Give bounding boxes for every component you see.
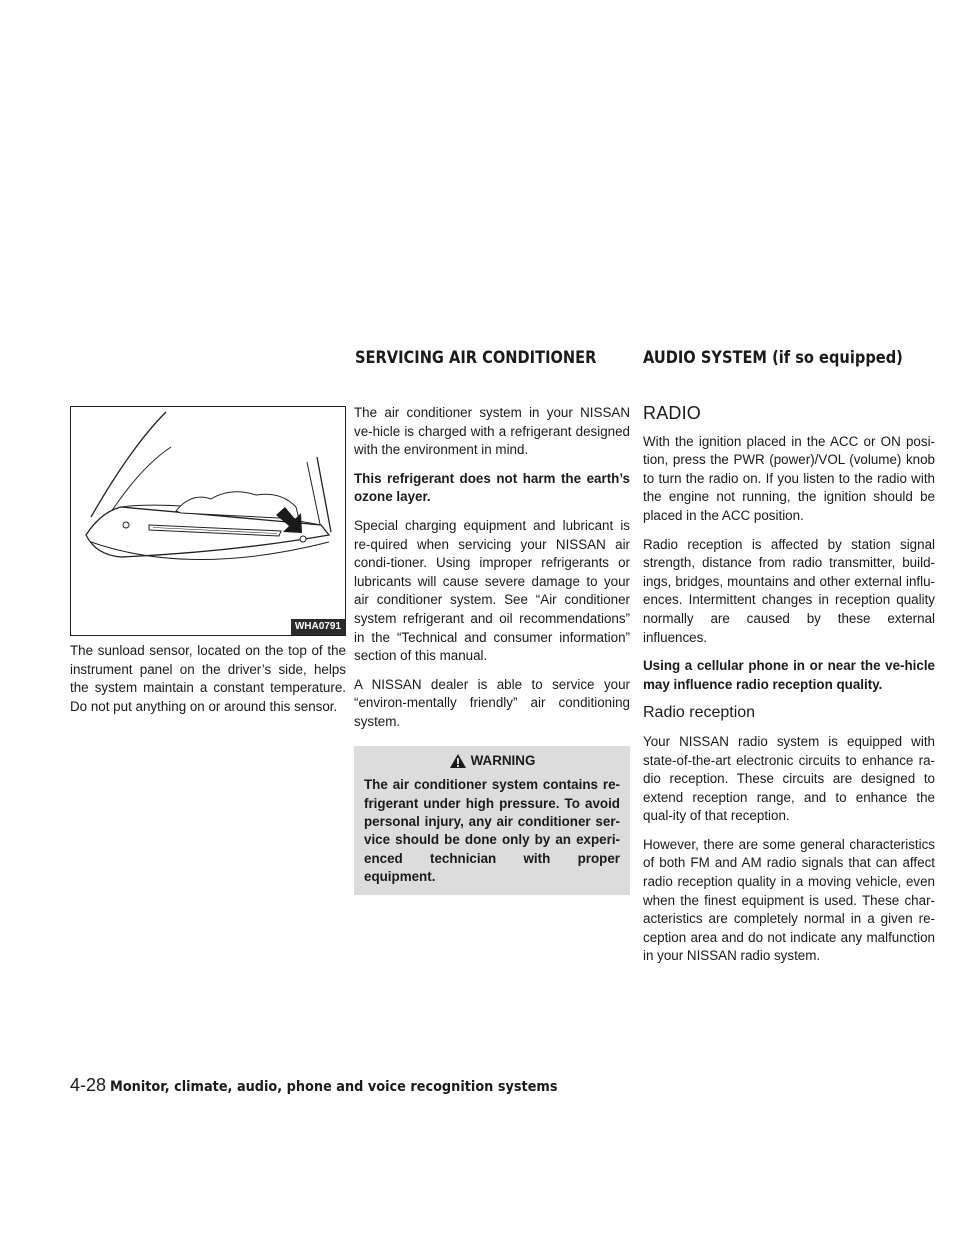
warning-text: The air conditioner system contains re-frigerant under high pressure. To avoid personal injury, any air conditioner ser-vice should be done only by an experi-enced technician with proper equipment.	[364, 777, 620, 885]
ozone-text: This refrigerant does not harm the earth’s ozone layer.	[354, 470, 630, 505]
cellular-phone-text: Using a cellular phone in or near the ve-hicle may influence radio reception quality.	[643, 658, 935, 692]
figure-code: WHA0791	[291, 619, 345, 635]
radio-reception-subheading: Radio reception	[643, 704, 756, 722]
section-header-audio: AUDIO SYSTEM (if so equipped)	[643, 348, 903, 368]
section-header-servicing: SERVICING AIR CONDITIONER	[355, 348, 597, 368]
warning-label: WARNING	[470, 752, 536, 768]
sunload-sensor-text: The sunload sensor, located on the top of the instrument panel on the driver’s side, helps the system maintain a constant temperature. Do not put anything on or around this sensor.	[70, 643, 346, 714]
warning-icon	[449, 753, 467, 769]
column-1	[70, 406, 346, 726]
reception-affected-text: Radio reception is affected by station signal strength, distance from radio transmitter, build-ings, bridges, mountains and other external influ-ences. Intermittent changes in reception quality normally are caused by these external influences.	[643, 536, 935, 645]
fm-am-characteristics-text: However, there are some general characteristics of both FM and AM radio signals that can affect radio reception quality in a moving vehicle, even when the finest equipment is used. These char-acteristics are completely normal in a given re-ception area and do not indicate any malfunction in your NISSAN radio system.	[643, 836, 935, 964]
warning-box	[354, 746, 630, 895]
warning-title	[364, 752, 620, 771]
radio-system-text: Your NISSAN radio system is equipped with state-of-the-art electronic circuits to enhance ra-dio reception. These circuits are designed to extend reception range, and to enhance the qual-ity of that reception.	[643, 733, 935, 824]
radio-heading: RADIO	[643, 403, 702, 423]
chapter-title: Monitor, climate, audio, phone and voice recognition systems	[110, 1079, 558, 1095]
sunload-sensor-figure	[70, 406, 346, 636]
dashboard-illustration	[71, 407, 345, 635]
charging-text: Special charging equipment and lubricant is re-quired when servicing your NISSAN air condi-tioner. Using improper refrigerants or lubricants will cause severe damage to your air conditioner system. See “Air conditioner system refrigerant and oil recommendations” in the “Technical and consumer information” section of this manual.	[354, 517, 630, 664]
ac-intro-text: The air conditioner system in your NISSAN ve-hicle is charged with a refrigerant designed with the environment in mind.	[354, 405, 630, 458]
radio-on-text: With the ignition placed in the ACC or ON posi-tion, press the PWR (power)/VOL (volume) knob to turn the radio on. If you listen to the radio with the engine not running, the ignition should be placed in the ACC position.	[643, 433, 935, 523]
column-3	[643, 400, 935, 976]
page-number: 4-28	[70, 1075, 107, 1095]
page-footer	[70, 1075, 596, 1096]
column-2	[354, 404, 630, 895]
dealer-text: A NISSAN dealer is able to service your “environ-mentally friendly” air conditioning system.	[354, 676, 630, 729]
